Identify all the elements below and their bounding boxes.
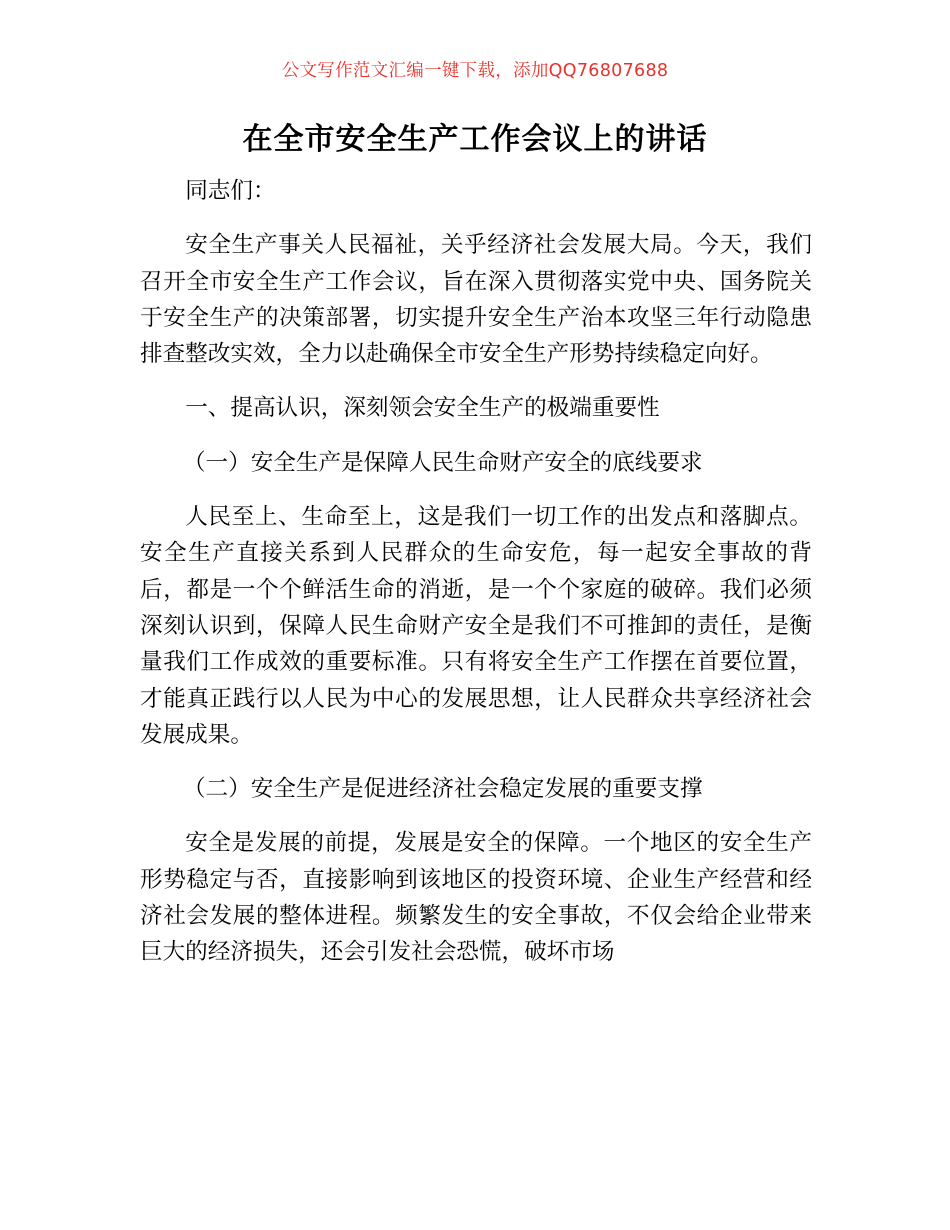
intro-paragraph: 安全生产事关人民福祉，关乎经济社会发展大局。今天，我们召开全市安全生产工作会议，旨在深入贯彻落实党中央、国务院关于安全生产的决策部署，切实提升安全生产治本攻坚三年行动隐患排查整改实效，全力以赴确保全市安全生产形势持续稳定向好。 <box>140 232 812 368</box>
body-paragraph-1: 人民至上、生命至上，这是我们一切工作的出发点和落脚点。安全生产直接关系到人民群众的生命安危，每一起安全事故的背后，都是一个个鲜活生命的消逝，是一个个家庭的破碎。我们必须深刻认识到，保障人民生命财产安全是我们不可推卸的责任，是衡量我们工作成效的重要标准。只有将安全生产工作摆在首要位置，才能真正践行以人民为中心的发展思想，让人民群众共享经济社会发展成果。 <box>140 504 812 748</box>
body-paragraph-2: 安全是发展的前提，发展是安全的保障。一个地区的安全生产形势稳定与否，直接影响到该地区的投资环境、企业生产经营和经济社会发展的整体进程。频繁发生的安全事故，不仅会给企业带来巨大的经济损失，还会引发社会恐慌，破坏市场 <box>140 830 812 966</box>
subsection-heading-2: （二）安全生产是促进经济社会稳定发展的重要支撑 <box>182 776 703 803</box>
document-title: 在全市安全生产工作会议上的讲话 <box>242 122 708 157</box>
salutation: 同志们： <box>185 178 276 204</box>
document-body <box>140 173 812 971</box>
download-promo-note: 公文写作范文汇编一键下载，添加QQ76807688 <box>281 61 669 81</box>
subsection-heading-1: （一）安全生产是保障人民生命财产安全的底线要求 <box>182 449 703 476</box>
section-heading-1: 一、提高认识，深刻领会安全生产的极端重要性 <box>185 395 660 422</box>
